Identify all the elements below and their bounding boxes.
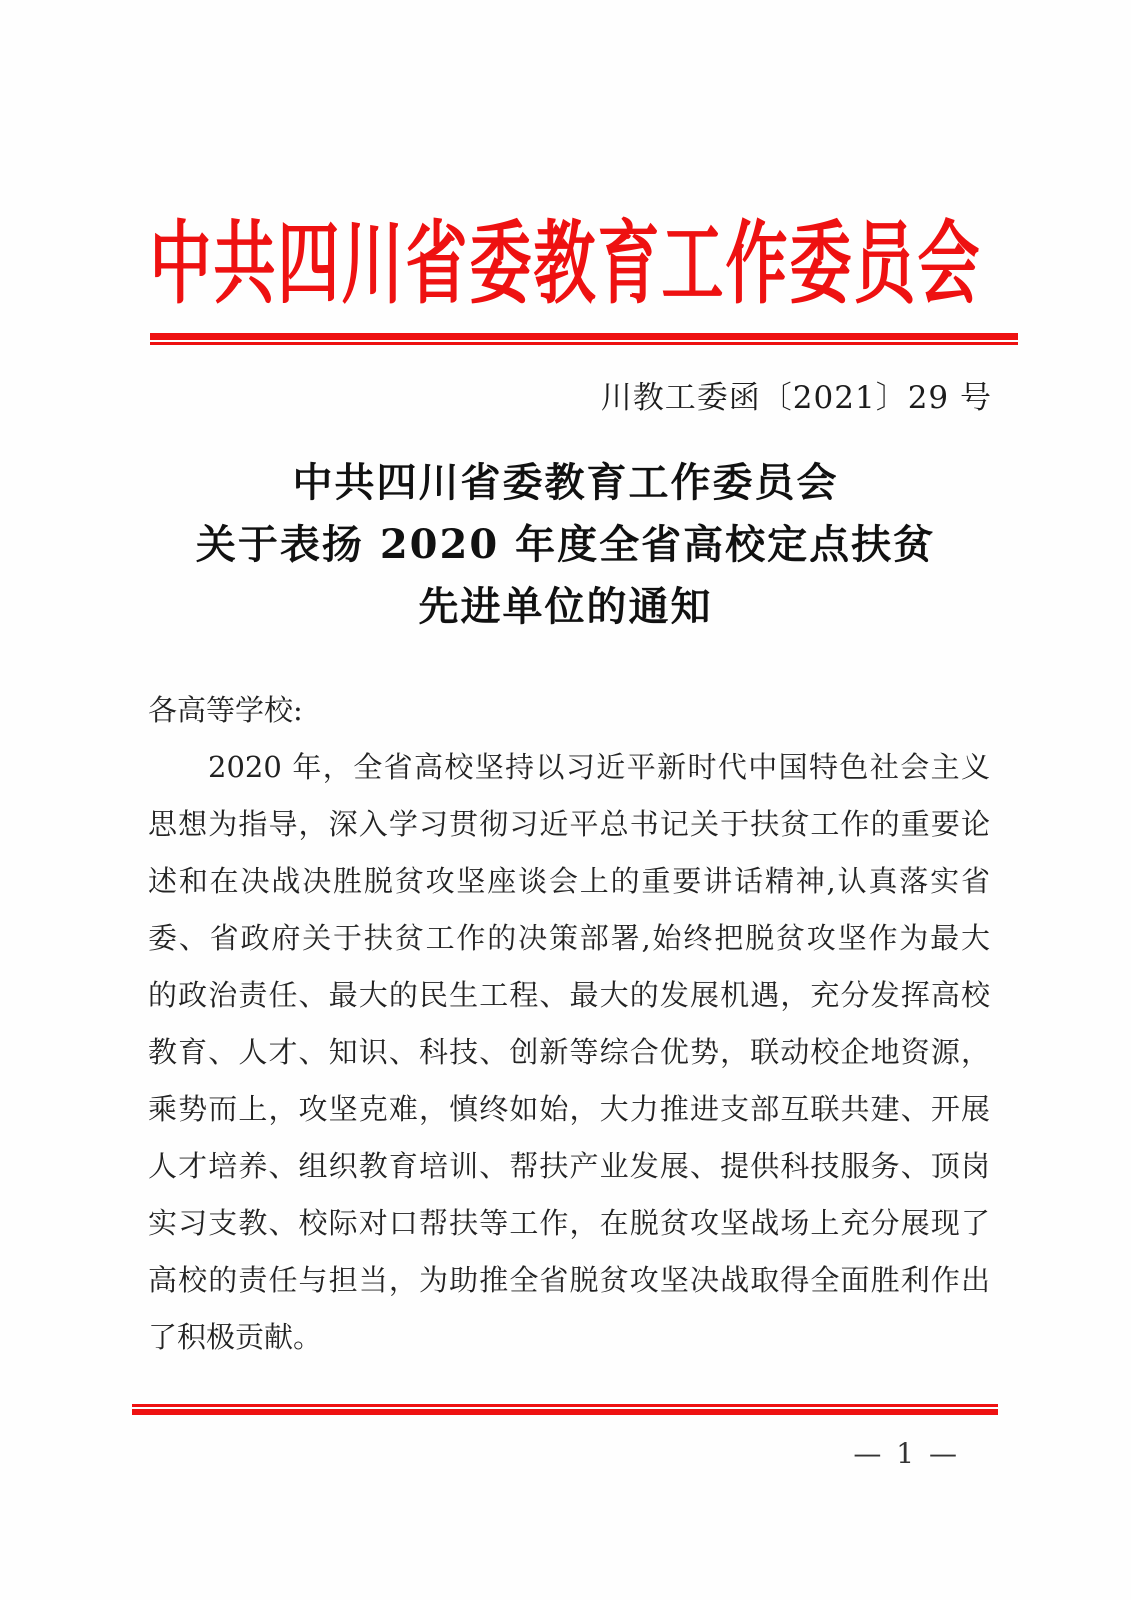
document-body <box>148 682 990 1366</box>
paragraph-line: 高校的责任与担当，为助推全省脱贫攻坚决战取得全面胜利作出 <box>148 1263 990 1297</box>
paragraph-line: 的政治责任、最大的民生工程、最大的发展机遇，充分发挥高校 <box>148 978 990 1012</box>
page-number: — 1 — <box>853 1437 960 1470</box>
footer-separator-rule <box>132 1404 998 1415</box>
document-title-line-1: 中共四川省委教育工作委员会 <box>292 459 839 506</box>
paragraph-line: 述和在决战决胜脱贫攻坚座谈会上的重要讲话精神,认真落实省 <box>148 864 990 898</box>
paragraph-line: 人才培养、组织教育培训、帮扶产业发展、提供科技服务、顶岗 <box>148 1149 990 1183</box>
letterhead <box>0 210 1131 317</box>
paragraph-line: 教育、人才、知识、科技、创新等综合优势，联动校企地资源， <box>148 1035 990 1069</box>
paragraph-line: 乘势而上，攻坚克难，慎终如始，大力推进支部互联共建、开展 <box>148 1092 990 1126</box>
letterhead-separator-rule <box>150 333 1018 345</box>
paragraph-line: 委、省政府关于扶贫工作的决策部署,始终把脱贫攻坚作为最大 <box>148 921 990 955</box>
document-number: 川教工委函〔2021〕29 号 <box>600 380 992 416</box>
paragraph-line: 思想为指导，深入学习贯彻习近平总书记关于扶贫工作的重要论 <box>148 807 990 841</box>
letterhead-agency-name: 中共四川省委教育工作委员会 <box>149 210 982 317</box>
paragraph-line: 了积极贡献。 <box>148 1320 323 1354</box>
document-title-line-3: 先进单位的通知 <box>418 583 713 630</box>
document-title-line-2: 关于表扬 2020 年度全省高校定点扶贫 <box>195 521 936 568</box>
salutation-line: 各高等学校: <box>148 693 303 727</box>
paragraph-line: 2020 年，全省高校坚持以习近平新时代中国特色社会主义 <box>208 750 990 784</box>
paragraph-line: 实习支教、校际对口帮扶等工作，在脱贫攻坚战场上充分展现了 <box>148 1206 990 1240</box>
document-title <box>0 452 1131 638</box>
